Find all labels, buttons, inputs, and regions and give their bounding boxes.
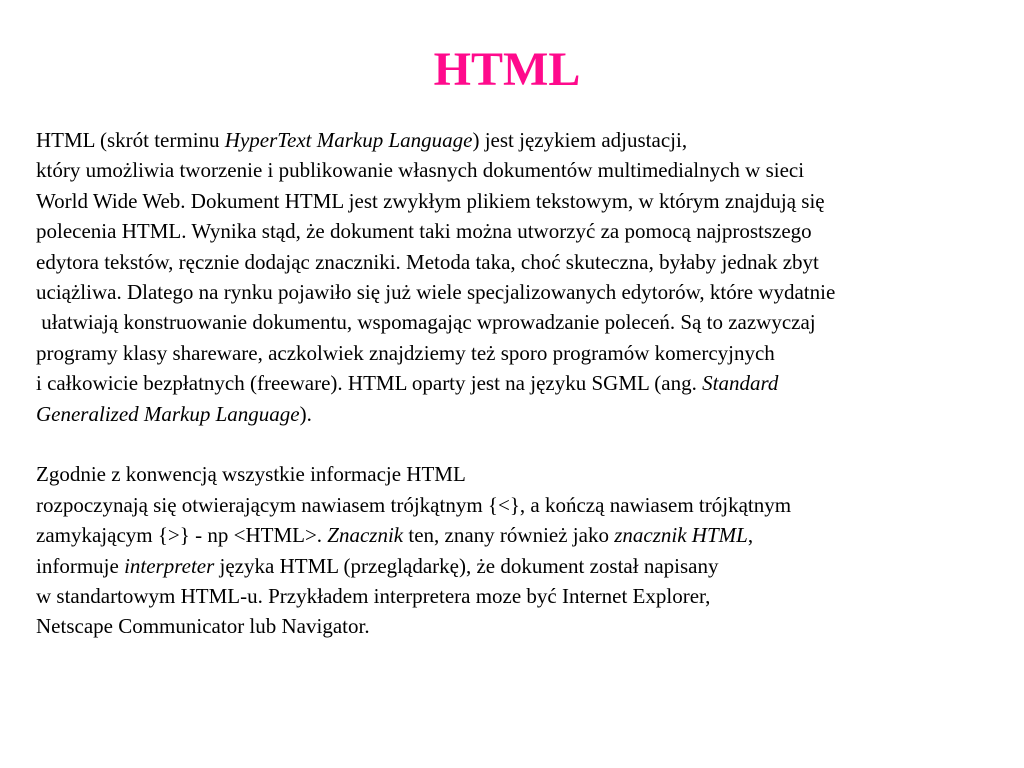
text-fragment: HTML (skrót terminu (36, 128, 225, 152)
text-fragment: , (747, 523, 754, 548)
text-line: Netscape Communicator lub Navigator. (36, 614, 370, 639)
text-line: który umożliwia tworzenie i publikowanie własnych dokumentów multimedialnych w sieci (36, 158, 805, 183)
text-line: w standartowym HTML-u. Przykładem interpretera moze być Internet Explorer, (36, 584, 711, 609)
italic-term: Znacznik (327, 523, 404, 548)
text-line: rozpoczynają się otwierającym nawiasem trójkątnym {<}, a kończą nawiasem trójkątnym (36, 492, 792, 517)
slide-body (36, 125, 1021, 642)
text-fragment: zamykającym {>} - np <HTML>. (36, 523, 328, 548)
text-line: edytora tekstów, ręcznie dodając znaczniki. Metoda taka, choć skuteczna, byłaby jednak zbyt (36, 249, 819, 274)
italic-term: HyperText Markup Language (224, 128, 473, 152)
text-fragment: ). (299, 401, 312, 426)
text-line (36, 368, 1021, 398)
paragraph-tags (36, 459, 1021, 641)
text-line: polecenia HTML. Wynika stąd, że dokument taki można utworzyć za pomocą najprostszego (36, 219, 812, 244)
slide-title: HTML (433, 43, 581, 96)
italic-term: znacznik HTML (614, 523, 748, 548)
text-line: programy klasy shareware, aczkolwiek znajdziemy też sporo programów komercyjnych (36, 340, 775, 365)
text-line (36, 125, 1021, 155)
text-fragment: ten, znany również jako (403, 523, 615, 548)
text-fragment: i całkowicie bezpłatnych (freeware). HTML oparty jest na języku SGML (ang. (36, 371, 703, 396)
text-line (36, 551, 1021, 581)
text-fragment: języka HTML (przeglądarkę), że dokument został napisany (214, 553, 719, 578)
text-line (36, 520, 1021, 550)
text-line: Zgodnie z konwencją wszystkie informacje HTML (36, 462, 466, 487)
italic-term: interpreter (124, 553, 215, 578)
text-line: uciążliwa. Dlatego na rynku pojawiło się już wiele specjalizowanych edytorów, które wydatnie (36, 280, 836, 305)
italic-term: Generalized Markup Language (36, 401, 300, 426)
text-line (36, 399, 1021, 429)
italic-term: Standard (702, 371, 779, 396)
paragraph-definition (36, 125, 1021, 429)
text-line: World Wide Web. Dokument HTML jest zwykłym plikiem tekstowym, w którym znajdują się (36, 188, 825, 213)
paragraph-spacer (36, 429, 1021, 459)
text-line: ułatwiają konstruowanie dokumentu, wspomagając wprowadzanie poleceń. Są to zazwyczaj (36, 310, 816, 335)
text-fragment: informuje (36, 553, 125, 578)
text-fragment: ) jest językiem adjustacji, (472, 128, 688, 152)
